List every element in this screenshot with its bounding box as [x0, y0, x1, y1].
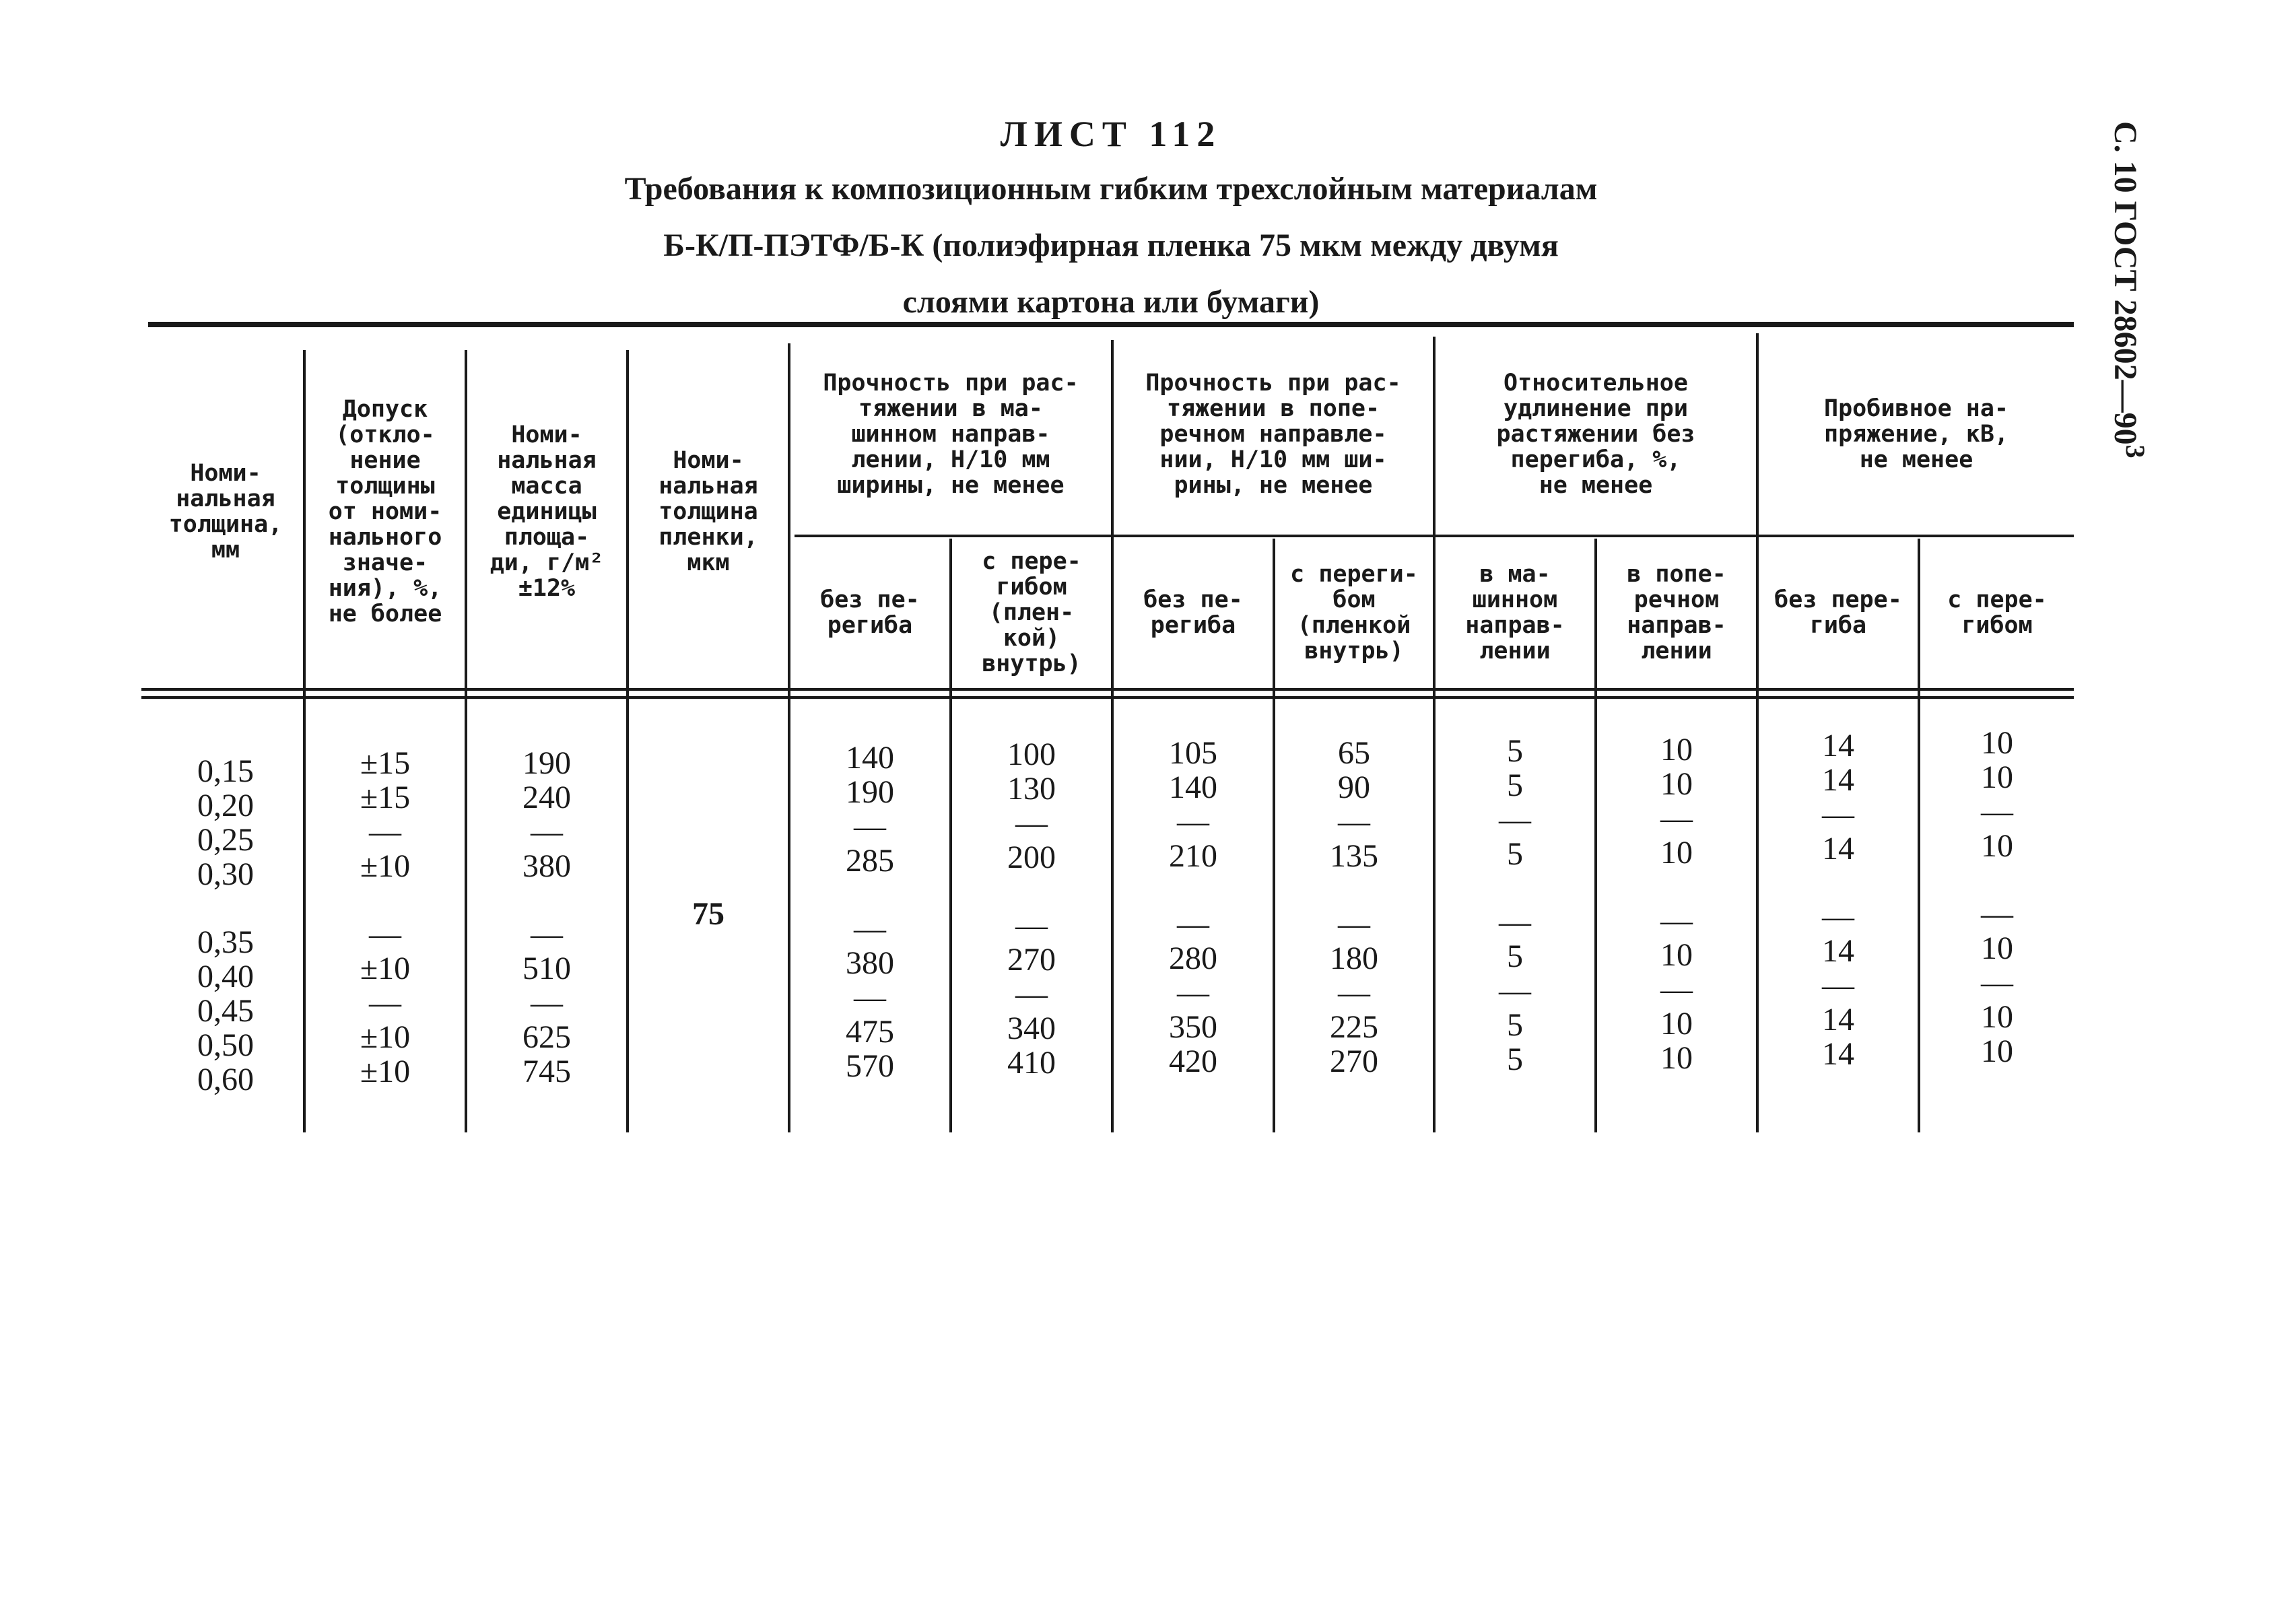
cell-value	[952, 875, 1111, 908]
cell-value: —	[369, 985, 401, 1021]
cell-value: —	[369, 916, 401, 952]
cell-value: 10	[1981, 999, 2013, 1035]
cell-value: 5	[1507, 836, 1523, 872]
subheader-md-fold: с пере- гибом (плен- кой) внутрь)	[982, 548, 1081, 677]
cell-value: 140	[1169, 770, 1217, 805]
cell-value: 5	[1507, 733, 1523, 769]
cell-value: —	[1499, 904, 1531, 940]
cell-value: —	[1822, 967, 1854, 1003]
header-tensile-cross: Прочность при рас- тяжении в попе- речном направле- нии, Н/10 мм ши- рины, не менее	[1145, 370, 1401, 499]
subheader-cd-fold: с переги- бом (пленкой внутрь)	[1290, 561, 1418, 665]
cell-value: 510	[522, 951, 571, 986]
cell-value: —	[1499, 973, 1531, 1009]
cell-value: —	[1981, 794, 2013, 829]
cell-value: 135	[1330, 838, 1378, 874]
cell-value	[1114, 873, 1273, 907]
cell-value: 10	[1660, 835, 1693, 871]
cell-value: 14	[1822, 831, 1854, 866]
cell-value: —	[1015, 908, 1048, 943]
cell-value: 14	[1822, 1002, 1854, 1037]
cell-value: 0,50	[197, 1027, 254, 1063]
cell-value: —	[854, 911, 886, 947]
cell-value: 270	[1007, 942, 1056, 978]
cell-value: 225	[1330, 1009, 1378, 1045]
cell-value: 10	[1981, 725, 2013, 761]
cell-value: 100	[1007, 737, 1056, 772]
film-thickness-value: 75	[692, 896, 724, 932]
cell-value	[1759, 866, 1918, 899]
subtitle-line-3: слоями картона или бумаги)	[902, 284, 1320, 320]
cell-value: 0,30	[197, 856, 254, 892]
cell-value: 105	[1169, 735, 1217, 771]
cell-value: 5	[1507, 939, 1523, 974]
cell-value: 190	[846, 774, 894, 810]
cell-value	[1436, 871, 1594, 905]
col-cd-fold	[1275, 736, 1433, 1079]
cell-value: ±15	[360, 745, 411, 781]
cell-value: 475	[846, 1014, 894, 1050]
cell-value: 745	[522, 1054, 571, 1089]
col-tolerance	[306, 746, 465, 1089]
cell-value: —	[1338, 804, 1370, 840]
subtitle-line-2: Б-К/П-ПЭТФ/Б-К (полиэфирная пленка 75 мкм между двумя	[663, 228, 1559, 263]
header-bottom-rule-2	[141, 696, 2074, 699]
col-elong-machine	[1436, 734, 1594, 1077]
cell-value: —	[369, 814, 401, 850]
col-elong-cross	[1597, 733, 1756, 1075]
cell-value: 240	[522, 780, 571, 815]
header-elongation: Относительное удлинение при растяжении без перегиба, %, не менее	[1496, 370, 1695, 499]
cell-value: 280	[1169, 941, 1217, 976]
cell-value: 420	[1169, 1044, 1217, 1079]
cell-value: ±15	[360, 780, 411, 815]
cell-value	[1920, 863, 2074, 897]
col-md-fold	[952, 737, 1111, 1080]
cell-value: 180	[1330, 941, 1378, 976]
cell-value: ±10	[360, 848, 411, 884]
cell-value: 130	[1007, 771, 1056, 807]
cell-value: —	[1015, 976, 1048, 1012]
cell-value: 140	[846, 740, 894, 776]
cell-value: —	[1981, 896, 2013, 932]
cell-value: 0,40	[197, 959, 254, 994]
standard-label: С. 10 ГОСТ 28602—90	[2107, 121, 2143, 445]
cell-value: 10	[1660, 1040, 1693, 1076]
cell-value: ±10	[360, 1054, 411, 1089]
subtitle-line-1: Требования к композиционным гибким трехслойным материалам	[624, 171, 1598, 207]
cell-value	[1597, 870, 1756, 904]
cell-value: ±10	[360, 951, 411, 986]
cell-value: 14	[1822, 762, 1854, 798]
col-bd-no-fold	[1759, 728, 1918, 1071]
cell-value: 340	[1007, 1011, 1056, 1046]
subheader-md-no-fold: без пе- региба	[820, 586, 920, 639]
cell-value: 0,60	[197, 1062, 254, 1097]
cell-value	[1275, 873, 1433, 907]
cell-value	[148, 891, 303, 925]
cell-value: 14	[1822, 1036, 1854, 1072]
cell-value: 210	[1169, 838, 1217, 874]
cell-value: —	[1822, 796, 1854, 832]
cell-value: —	[854, 980, 886, 1015]
cell-value: 5	[1507, 1007, 1523, 1043]
cell-value	[306, 883, 465, 917]
col-thickness	[148, 754, 303, 1097]
cell-value	[467, 883, 626, 917]
cell-value: —	[1499, 802, 1531, 838]
header-bottom-rule-1	[141, 688, 2074, 691]
cell-value: 410	[1007, 1045, 1056, 1081]
cell-value: —	[1981, 965, 2013, 1000]
subheader-elong-machine: в ма- шинном направ- лении	[1465, 561, 1565, 665]
cell-value: 10	[1981, 828, 2013, 864]
header-mass: Номи- нальная масса единицы площа- ди, г/м² ±12%	[489, 421, 604, 602]
cell-value: 625	[522, 1019, 571, 1055]
cell-value: —	[531, 916, 563, 952]
cell-value: 65	[1338, 735, 1370, 771]
cell-value: —	[1177, 906, 1209, 942]
cell-value: 10	[1981, 1033, 2013, 1069]
cell-value: 10	[1660, 732, 1693, 768]
header-film-thickness: Номи- нальная толщина пленки, мкм	[659, 447, 758, 576]
cell-value: 285	[846, 843, 894, 879]
header-nominal-thickness: Номи- нальная толщина, мм	[168, 460, 283, 564]
header-tolerance: Допуск (откло- нение толщины от номи- нального значе- ния), %, не более	[328, 396, 442, 627]
cell-value: 0,35	[197, 924, 254, 960]
subheader-bd-no-fold: без пере- гиба	[1774, 586, 1902, 639]
table-top-rule	[148, 322, 2074, 327]
cell-value: 90	[1338, 770, 1370, 805]
cell-value: 10	[1660, 937, 1693, 973]
cell-value: 190	[522, 745, 571, 781]
cell-value: 5	[1507, 1042, 1523, 1077]
cell-value: —	[531, 985, 563, 1021]
cell-value: —	[531, 814, 563, 850]
cell-value: —	[1660, 972, 1693, 1007]
cell-value: —	[1338, 906, 1370, 942]
cell-value: 380	[846, 945, 894, 981]
cell-value: 570	[846, 1048, 894, 1084]
page-standard-reference	[2107, 121, 2151, 458]
col-bd-fold	[1920, 726, 2074, 1068]
cell-value: 0,45	[197, 993, 254, 1029]
cell-value: —	[1822, 899, 1854, 934]
cell-value: —	[1660, 800, 1693, 836]
cell-value: 5	[1507, 768, 1523, 803]
subheader-cd-no-fold: без пе- региба	[1143, 586, 1243, 639]
cell-value: —	[1338, 975, 1370, 1011]
col-md-no-fold	[790, 741, 949, 1083]
cell-value: 380	[522, 848, 571, 884]
cell-value: —	[854, 809, 886, 844]
cell-value: ±10	[360, 1019, 411, 1055]
cell-value: 200	[1007, 840, 1056, 875]
header-breakdown-voltage: Пробивное на- пряжение, кВ, не менее	[1824, 395, 2008, 473]
cell-value: 0,20	[197, 788, 254, 823]
cell-value: —	[1660, 903, 1693, 939]
sheet-number: ЛИСТ 112	[1000, 114, 1222, 154]
cell-value	[790, 878, 949, 912]
cell-value: 0,15	[197, 753, 254, 789]
cell-value: 270	[1330, 1044, 1378, 1079]
cell-value: 10	[1660, 1006, 1693, 1042]
header-tensile-machine: Прочность при рас- тяжении в ма- шинном направ- лении, Н/10 мм ширины, не менее	[823, 370, 1079, 499]
subheader-elong-cross: в попе- речном направ- лении	[1627, 561, 1726, 665]
cell-value: 350	[1169, 1009, 1217, 1045]
cell-value: —	[1177, 975, 1209, 1011]
standard-superscript: 3	[2120, 444, 2151, 458]
col-cd-no-fold	[1114, 736, 1273, 1079]
cell-value: —	[1177, 804, 1209, 840]
col-mass	[467, 746, 626, 1089]
cell-value: 10	[1981, 930, 2013, 966]
cell-value: 10	[1660, 766, 1693, 802]
cell-value: 14	[1822, 728, 1854, 763]
cell-value: —	[1015, 805, 1048, 841]
subheader-bd-fold: с пере- гибом	[1947, 586, 2047, 639]
cell-value: 14	[1822, 933, 1854, 969]
cell-value: 10	[1981, 759, 2013, 795]
cell-value: 0,25	[197, 822, 254, 858]
document-title	[0, 113, 2222, 325]
